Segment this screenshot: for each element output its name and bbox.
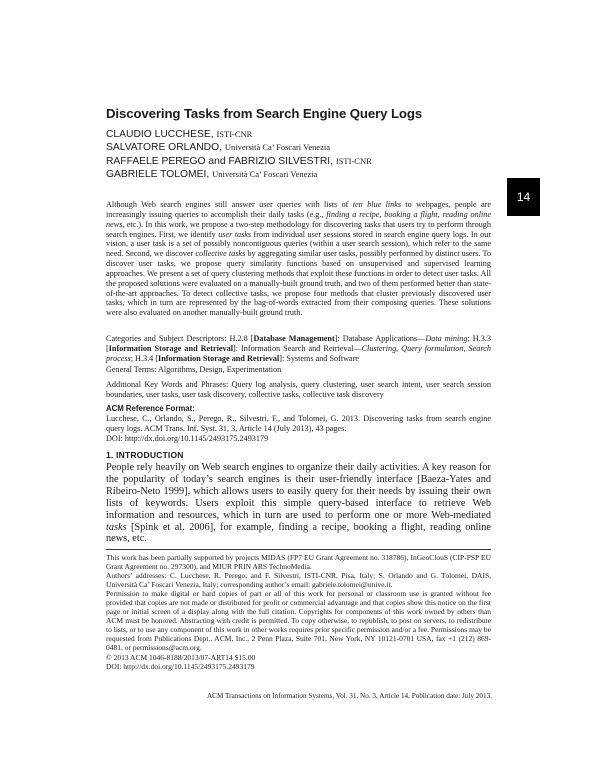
running-footer: ACM Transactions on Information Systems, Vol. 31, No. 3, Article 14, Publication date: July 2013. xyxy=(206,692,492,700)
general-terms: General Terms: Algorithms, Design, Experimentation xyxy=(106,365,282,374)
footnote-divider xyxy=(106,549,491,550)
author-addresses: Authors’ addresses: C. Lucchese, R. Perego, and F. Silvestri, ISTI-CNR, Pisa, Italy; S. Orlando and G. Tolomei, DAIS, Università Ca’ Foscari Venezia, Italy; corresponding author’s email: gabriele.tolomei@unive.it. xyxy=(106,571,491,590)
funding-note: This work has been partially supported by projects MIDAS (FP7 EU Grant Agreement no. 318786), InGeoClouS (CIP-PSP EU Grant Agreement no. 297300), and MIUR PRIN ARS TechnoMedia. xyxy=(106,553,491,572)
article-number-tab: 14 xyxy=(507,178,540,216)
paper-title: Discovering Tasks from Search Engine Query Logs xyxy=(106,106,423,121)
abstract: Although Web search engines still answer user queries with lists of ten blue links to webpages, people are increasingly issuing queries to accomplish their daily tasks (e.g., finding a recipe, booking a flight, reading online news, etc.). In this work, we propose a two-step methodology for discovering tasks that users try to perform through search engines. First, we identify user tasks from individual user sessions stored in search engine query logs. In our vision, a user task is a set of possibly noncontiguous queries (within a user search session), which refer to the same need. Second, we discover collective tasks by aggregating similar user tasks, possibly performed by distinct users. To discover user tasks, we propose query similarity functions based on unsupervised and supervised learning approaches. We present a set of query clustering methods that exploit these functions in order to detect user tasks. All the proposed solutions were evaluated on a manually-built ground truth, and two of them performed better than state-of-the-art approaches. To detect collective tasks, we propose four methods that cluster previously discovered user tasks, which in turn are represented by the bag-of-words extracted from their composing queries. These solutions were also evaluated on another manually-built ground truth. xyxy=(106,200,491,318)
affiliation: Università Ca’ Foscari Venezia xyxy=(212,169,318,180)
affiliation: Università Ca’ Foscari Venezia xyxy=(224,142,331,153)
author-line: RAFFAELE PEREGO and FABRIZIO SILVESTRI, ISTI-CNR xyxy=(106,155,372,167)
permission-note: Permission to make digital or hard copies of part or all of this work for personal or classroom use is granted without fee provided that copies are not made or distributed for profit or commercial advantage and that copies show this notice on the first page or initial screen of a display along with the full citation. Copyrights for components of this work owned by others than ACM must be honored. Abstracting with credit is permitted. To copy otherwise, to republish, to post on servers, to redistribute to lists, or to use any component of this work in other works requires prior specific permission and/or a fee. Permissions may be requested from Publications Dept., ACM, Inc., 2 Penn Plaza, Suite 701, New York, NY 10121-0701 USA, fax +1 (212) 869-0481, or permissions@acm.org. xyxy=(106,589,491,653)
keywords: Additional Key Words and Phrases: Query log analysis, query clustering, user search intent, user search session boundaries, user tasks, user task discovery, collective tasks, collective task discovery xyxy=(106,380,491,399)
copyright-line: © 2013 ACM 1046-8188/2013/07-ART14 $15.00 xyxy=(106,652,256,662)
affiliation: ISTI-CNR xyxy=(335,155,372,166)
categories-descriptors: Categories and Subject Descriptors: H.2.8 [Database Management]: Database Applications—Data mining; H.3.3 [Information Storage and Retrieval]: Information Search and Retrieval—Clustering, Query formulation, Search process; H.3.4 [Information Storage and Retrieval]: Systems and Software xyxy=(106,334,491,363)
author-list xyxy=(106,128,372,182)
acm-reference xyxy=(106,404,491,443)
author-line: GABRIELE TOLOMEI, Università Ca’ Foscari Venezia xyxy=(106,169,318,181)
author-line: SALVATORE ORLANDO, Università Ca’ Foscari Venezia xyxy=(106,142,331,154)
reference-heading: ACM Reference Format: xyxy=(106,404,195,413)
footnote-doi[interactable]: DOI: http://dx.doi.org/10.1145/2493175.2493179 xyxy=(106,661,255,671)
introduction-text: People rely heavily on Web search engines to organize their daily activities. A key reason for the popularity of today’s search engines is their user-friendly interface [Baeza-Yates and Ribeiro-Neto 1999], which allows users to easily query for their needs by issuing their own lists of keywords. Users exploit this simple query-based interface to retrieve Web information and resources, which in turn are used to perform one or more Web-mediated tasks [Spink et al. 2006], for example, finding a recipe, booking a flight, reading online news, etc. xyxy=(106,462,491,545)
reference-doi[interactable]: DOI: http://dx.doi.org/10.1145/2493175.2493179 xyxy=(106,433,269,443)
reference-citation: Lucchese, C., Orlando, S., Perego, R., Silvestri, F., and Tolomei, G. 2013. Discovering tasks from search engine query logs. ACM Trans. Inf. Syst. 31, 3, Article 14 (July 2013), 43 pages. xyxy=(106,413,491,433)
section-heading: 1. INTRODUCTION xyxy=(106,450,184,460)
affiliation: ISTI-CNR xyxy=(216,129,253,139)
author-line: CLAUDIO LUCCHESE, ISTI-CNR xyxy=(106,129,253,140)
footnote xyxy=(106,553,491,671)
